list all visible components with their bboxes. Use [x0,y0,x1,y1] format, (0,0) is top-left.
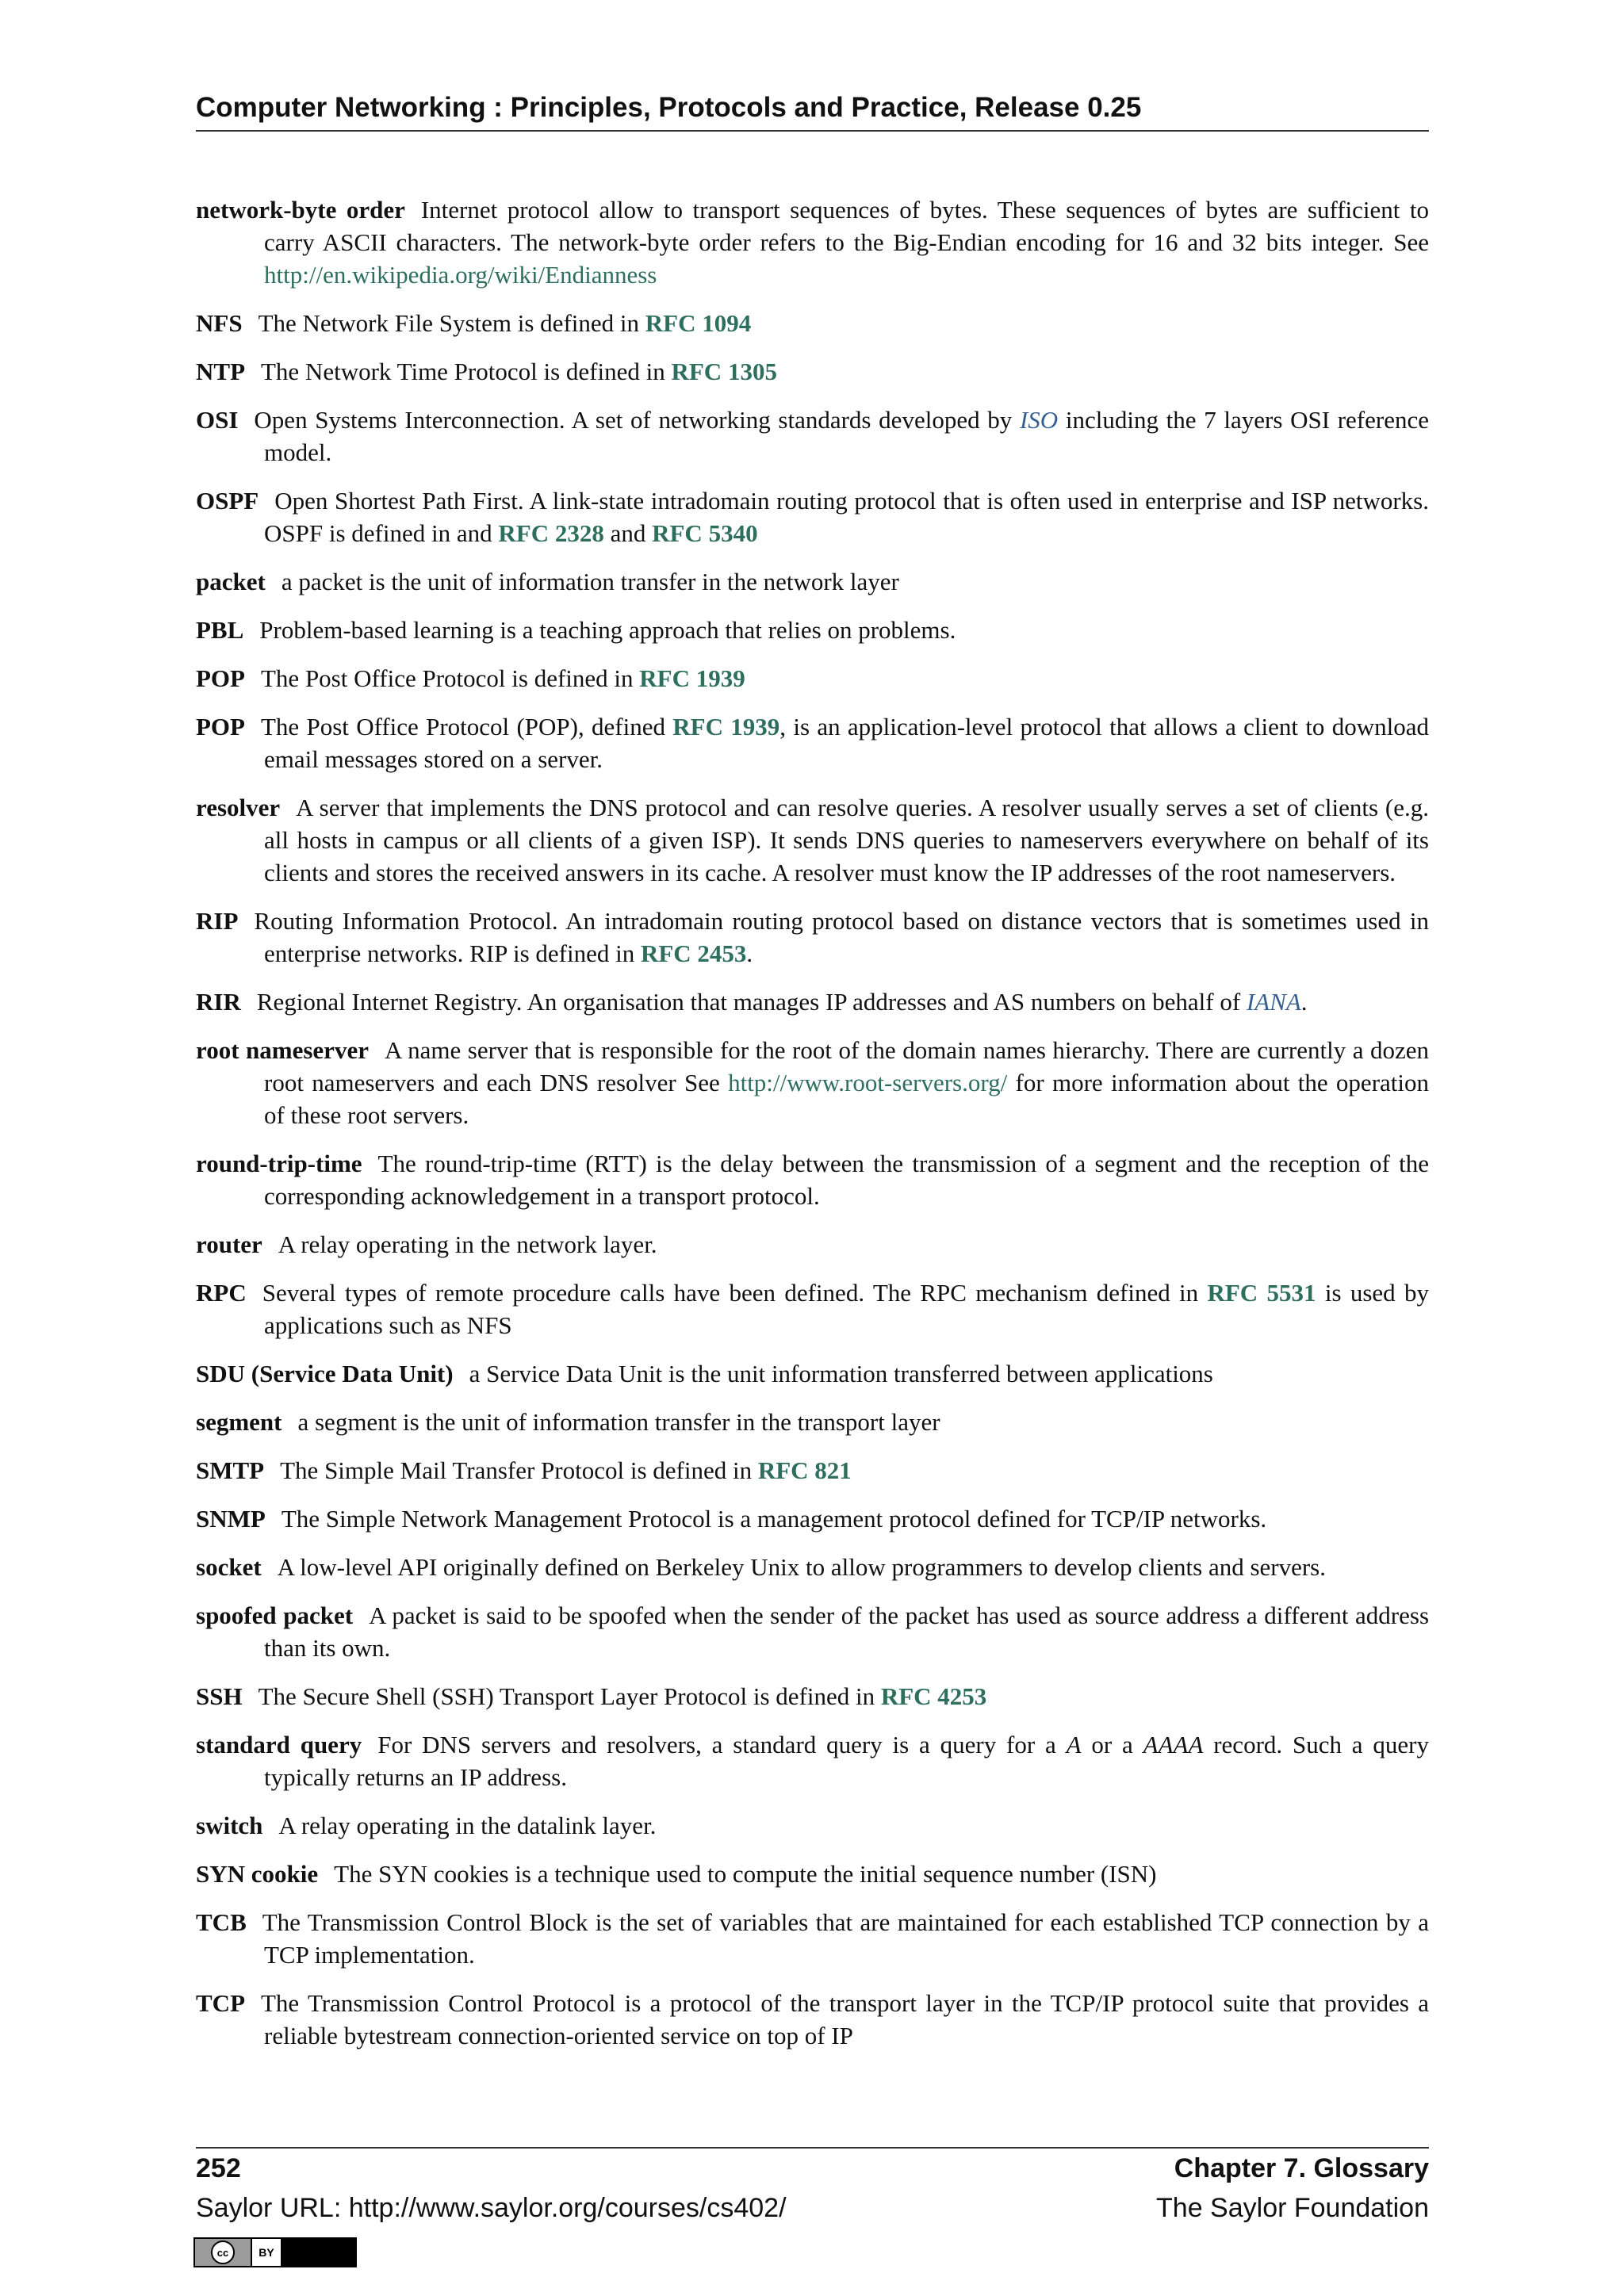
glossary-term: SMTP [196,1456,265,1484]
page-footer [196,2147,1429,2228]
glossary-definition: Several types of remote procedure calls have been defined. The RPC mechanism defined in [262,1279,1208,1307]
record-type-a: A [1066,1731,1082,1758]
glossary-definition: The SYN cookies is a technique used to compute the initial sequence number (ISN) [334,1860,1157,1888]
glossary-definition-cont: or a [1081,1731,1143,1758]
rfc-link[interactable]: RFC 1939 [639,664,745,692]
glossary-definition: The Transmission Control Protocol is a protocol of the transport layer in the TCP/IP protocol suite that provides a reliable bytestream connection-oriented service on top of IP [261,1989,1429,2049]
glossary-term: network-byte order [196,196,405,224]
glossary-entry-snmp [196,1502,1429,1535]
glossary-definition: a Service Data Unit is the unit information transferred between applications [469,1360,1213,1387]
glossary-term: TCP [196,1989,245,2017]
glossary-definition-cont: . [746,939,753,967]
glossary-definition: The Transmission Control Block is the set of variables that are maintained for each established TCP connection by a TCP implementation. [262,1908,1429,1969]
rfc-link[interactable]: RFC 821 [757,1456,852,1484]
glossary-entry-rir [196,985,1429,1018]
rfc-link[interactable]: RFC 2328 [498,519,604,547]
glossary-entry-root-nameserver [196,1034,1429,1131]
glossary-term: RIR [196,988,241,1016]
glossary-term: OSI [196,406,239,434]
glossary-definition: The Simple Network Management Protocol is a management protocol defined for TCP/IP networks. [281,1505,1267,1533]
footer-row-top [196,2149,1429,2188]
glossary-definition-cont: . [1300,988,1308,1016]
glossary-definition: A server that implements the DNS protocol and can resolve queries. A resolver usually serves a set of clients (e.g. all hosts in campus or all clients of a given ISP). It sends DNS queries to nameservers everywhere on behalf of its clients and stores the received answers in its cache. A resolver must know the IP addresses of the root nameservers. [264,794,1429,886]
glossary-definition: Routing Information Protocol. An intradomain routing protocol based on distance vectors that is sometimes used in enterprise networks. RIP is defined in [254,907,1429,967]
rfc-link[interactable]: RFC 2453 [640,939,747,967]
iana-term-link[interactable]: IANA [1246,988,1301,1016]
glossary-term: standard query [196,1731,362,1758]
glossary-term: switch [196,1812,263,1839]
rfc-link[interactable]: RFC 5531 [1207,1279,1316,1307]
glossary-entry-osi [196,404,1429,469]
glossary-term: socket [196,1553,262,1581]
glossary-term: segment [196,1408,282,1436]
glossary-entry-ntp [196,355,1429,388]
glossary-definition: The round-trip-time (RTT) is the delay between the transmission of a segment and the reception of the corresponding acknowledgement in a transport protocol. [264,1150,1429,1210]
chapter-label: Chapter 7. Glossary [1174,2153,1429,2183]
glossary-entry-tcp [196,1987,1429,2052]
glossary-entry-pbl [196,614,1429,646]
glossary-entry-tcb [196,1906,1429,1971]
glossary-term: POP [196,664,245,692]
glossary-term: OSPF [196,487,259,515]
glossary-definition: For DNS servers and resolvers, a standard query is a query for a [377,1731,1067,1758]
glossary-entry-smtp [196,1454,1429,1487]
by-label: BY [251,2239,281,2266]
glossary-definition: A packet is said to be spoofed when the sender of the packet has used as source address a different address than its own. [264,1601,1430,1662]
rfc-link[interactable]: RFC 1305 [671,358,777,385]
glossary-term: resolver [196,794,281,821]
glossary-entry-nfs [196,307,1429,339]
glossary-definition: A name server that is responsible for the root of the domain names hierarchy. There are currently a dozen root nameservers and each DNS resolver See [264,1036,1429,1096]
glossary-definition-cont: and [603,519,653,547]
glossary-entry-packet [196,565,1429,598]
glossary-definition: The Simple Mail Transfer Protocol is defined in [280,1456,758,1484]
glossary-list [196,193,1429,2068]
glossary-definition: The Post Office Protocol (POP), defined [261,713,673,740]
glossary-definition: Regional Internet Registry. An organisation that manages IP addresses and AS numbers on behalf of [256,988,1247,1016]
glossary-term: RPC [196,1279,247,1307]
endianness-link[interactable]: http://en.wikipedia.org/wiki/Endianness [264,261,657,289]
glossary-definition-cont: for more information about the operation of these root servers. [264,1069,1429,1129]
rfc-link[interactable]: RFC 1094 [645,309,752,337]
glossary-definition: A relay operating in the datalink layer. [278,1812,657,1839]
footer-row-bottom [196,2188,1429,2228]
glossary-entry-pop-2 [196,710,1429,775]
glossary-entry-round-trip-time [196,1147,1429,1212]
glossary-entry-syn-cookie [196,1858,1429,1890]
foundation-label: The Saylor Foundation [1156,2193,1429,2223]
rfc-link[interactable]: RFC 1939 [672,713,780,740]
glossary-definition: a segment is the unit of information transfer in the transport layer [297,1408,940,1436]
page-header [196,90,1429,132]
glossary-definition-cont: is used by applications such as NFS [264,1279,1430,1339]
glossary-term: SNMP [196,1505,266,1533]
glossary-entry-rpc [196,1276,1429,1341]
glossary-entry-switch [196,1809,1429,1842]
iso-term-link[interactable]: ISO [1019,406,1059,434]
cc-by-license-badge [193,2237,357,2267]
root-servers-link[interactable]: http://www.root-servers.org/ [728,1069,1008,1096]
running-title: Computer Networking : Principles, Protocols and Practice, Release 0.25 [196,92,1142,123]
glossary-term: SDU (Service Data Unit) [196,1360,454,1387]
record-type-aaaa: AAAA [1143,1731,1204,1758]
glossary-term: SSH [196,1682,243,1710]
glossary-entry-socket [196,1551,1429,1583]
glossary-entry-spoofed-packet [196,1599,1429,1664]
glossary-term: spoofed packet [196,1601,354,1629]
glossary-definition: A relay operating in the network layer. [278,1230,657,1258]
glossary-definition: The Secure Shell (SSH) Transport Layer Protocol is defined in [258,1682,881,1710]
glossary-definition: The Post Office Protocol is defined in [261,664,640,692]
glossary-definition-cont: , is an application-level protocol that allows a client to download email messages stored on a server. [264,713,1429,773]
glossary-entry-ospf [196,484,1429,549]
glossary-entry-resolver [196,791,1429,889]
glossary-entry-segment [196,1406,1429,1438]
cc-circle-icon: cc [211,2241,235,2264]
glossary-definition-cont: including the 7 layers OSI reference model. [264,406,1429,466]
glossary-term: router [196,1230,262,1258]
glossary-entry-pop [196,662,1429,695]
glossary-definition-cont: record. Such a query typically returns an IP address. [264,1731,1429,1791]
glossary-term: POP [196,713,245,740]
glossary-term: packet [196,568,266,595]
cc-badge-fill [281,2239,355,2266]
glossary-term: PBL [196,616,244,644]
glossary-term: RIP [196,907,239,935]
glossary-entry-ssh [196,1680,1429,1712]
rfc-link[interactable]: RFC 5340 [652,519,758,547]
cc-icon [195,2239,251,2266]
glossary-definition: Open Systems Interconnection. A set of networking standards developed by [254,406,1020,434]
glossary-term: NTP [196,358,245,385]
glossary-entry-rip [196,905,1429,970]
page-number: 252 [196,2153,241,2183]
glossary-definition: a packet is the unit of information transfer in the network layer [281,568,899,595]
glossary-entry-sdu [196,1357,1429,1390]
glossary-term: TCB [196,1908,247,1936]
glossary-definition: A low-level API originally defined on Berkeley Unix to allow programmers to develop clients and servers. [277,1553,1326,1581]
glossary-definition: The Network File System is defined in [258,309,645,337]
rfc-link[interactable]: RFC 4253 [880,1682,987,1710]
glossary-definition: Internet protocol allow to transport sequences of bytes. These sequences of bytes are sufficient to carry ASCII characters. The network-byte order refers to the Big-Endian encoding for 16 and 32 bits integer. See [264,196,1429,256]
glossary-definition: Problem-based learning is a teaching approach that relies on problems. [259,616,956,644]
glossary-entry-standard-query [196,1728,1429,1793]
glossary-definition: Open Shortest Path First. A link-state intradomain routing protocol that is often used in enterprise and ISP networks. OSPF is defined in and [264,487,1429,547]
saylor-url: Saylor URL: http://www.saylor.org/courses/cs402/ [196,2193,787,2223]
glossary-entry-router [196,1228,1429,1261]
glossary-term: NFS [196,309,243,337]
glossary-entry-network-byte-order [196,193,1429,291]
glossary-definition: The Network Time Protocol is defined in [261,358,672,385]
glossary-term: root nameserver [196,1036,369,1064]
glossary-term: SYN cookie [196,1860,319,1888]
glossary-term: round-trip-time [196,1150,362,1177]
